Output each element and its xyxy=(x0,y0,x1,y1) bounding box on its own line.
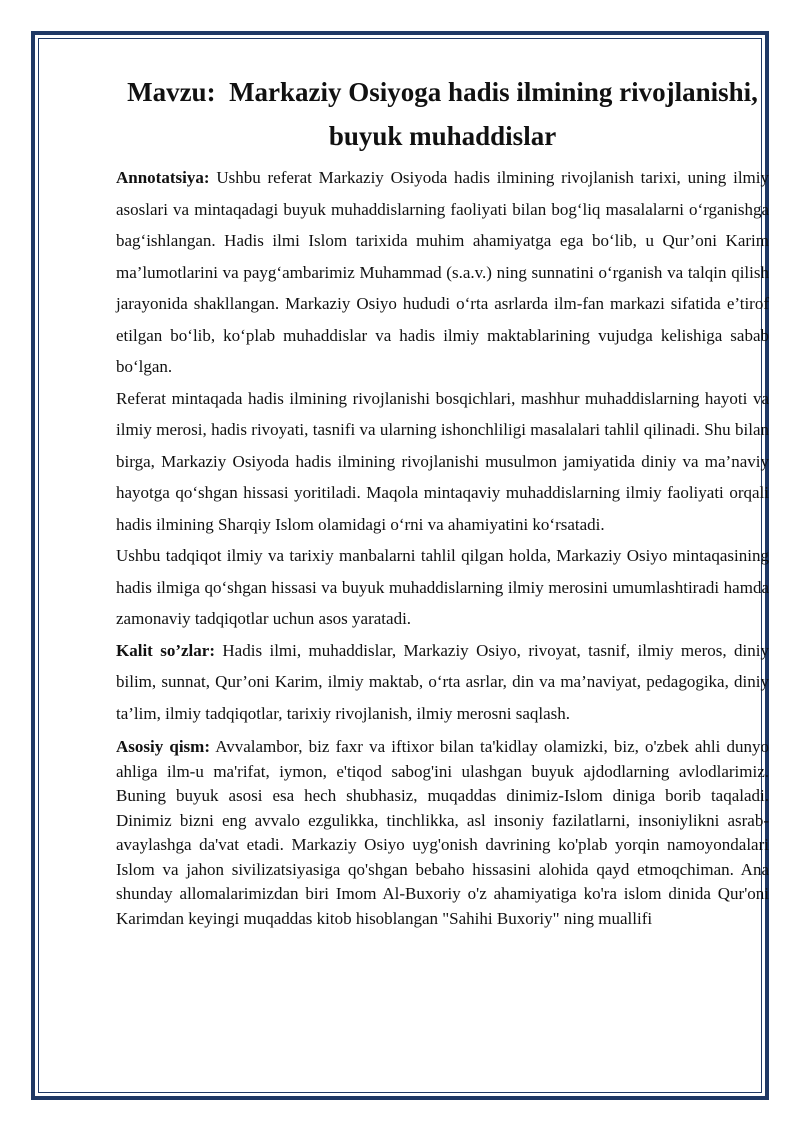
main-paragraph xyxy=(116,735,769,931)
keywords-label: Kalit so’zlar: xyxy=(116,640,215,660)
annotation-paragraph-3 xyxy=(116,540,769,635)
page-title xyxy=(116,70,769,158)
annotation-label: Annotatsiya: xyxy=(116,168,210,187)
keywords-paragraph xyxy=(116,635,769,730)
title-label: Mavzu: xyxy=(127,77,216,107)
annotation-text-2: Referat mintaqada hadis ilmining rivojlanishi bosqichlari, mashhur muhaddislarning hayoti va ilmiy merosi, hadis rivoyati, tasnifi va ularning ishonchliligi masalalari tahlil qilinadi. Shu bilan birga, Markaziy Osiyoda hadis ilmining rivojlanishi musulmon jamiyatida diniy va ma’naviy hayotga qo‘shgan hissasi yoritiladi. Maqola mintaqaviy muhaddislarning ilmiy faoliyati orqali hadis ilmining Sharqiy Islom olamidagi o‘rni va ahamiyatini ko‘rsatadi. xyxy=(116,388,769,534)
annotation-text-1: Ushbu referat Markaziy Osiyoda hadis ilmining rivojlanish tarixi, uning ilmiy asoslari va mintaqadagi buyuk muhaddislarning faoliyati bilan bog‘liq masalalarni o‘rganishga bag‘ishlangan. Hadis ilmi Islom tarixida muhim ahamiyatga ega bo‘lib, u Qur’oni Karim ma’lumotlarini va payg‘ambarimiz Muhammad (s.a.v.) ning sunnatini o‘rganish va talqin qilish jarayonida shakllangan. Markaziy Osiyo hududi o‘rta asrlarda ilm-fan markazi sifatida e’tirof etilgan bo‘lib, ko‘plab muhaddislar va hadis ilmiy maktablarining vujudga kelishiga sabab bo‘lgan. xyxy=(116,168,770,376)
main-label: Asosiy qism: xyxy=(116,737,210,756)
main-text: Avvalambor, biz faxr va iftixor bilan ta'kidlay olamizki, biz, o'zbek ahli dunyo ahliga ilm-u ma'rifat, iymon, e'tiqod sabog'ini ulashgan buyuk ajdodlarning avlodlarimiz. Buning buyuk asosi esa hech shubhasiz, muqaddas dinimiz-Islom diniga borib taqaladi. Dinimiz bizni eng avvalo ezgulikka, tinchlikka, asl insoniy fazilatlarni, insoniylikni asrab-avaylashga da'vat etadi. Markaziy Osiyo uyg'onish davrining ko'plab yorqin namoyondalari Islom va jahon sivilizatsiyasiga qo'shgan bebaho hissasini alohida qayd etmoqchiman. Ana shunday allomalarimizdan biri Imom Al-Buxoriy o'z ahamiyatiga ko'ra islom dinida Qur'oni Karimdan keyingi muqaddas kitob hisoblangan "Sahihi Buxoriy" ning muallifi xyxy=(116,737,770,928)
annotation-text-3: Ushbu tadqiqot ilmiy va tarixiy manbalarni tahlil qilgan holda, Markaziy Osiyo mintaqasining hadis ilmiga qo‘shgan hissasi va buyuk muhaddislarning ilmiy merosini umumlashtiradi hamda zamonaviy tadqiqotlar uchun asos yaratadi. xyxy=(116,546,769,628)
title-text: Markaziy Osiyoga hadis ilmining rivojlanishi, buyuk muhaddislar xyxy=(229,77,758,151)
keywords-text: Hadis ilmi, muhaddislar, Markaziy Osiyo, rivoyat, tasnif, ilmiy meros, diniy bilim, sunnat, Qur’oni Karim, ilmiy maktab, o‘rta asrlar, din va ma’naviyat, pedagogika, diniy ta’lim, ilmiy tadqiqotlar, tarixiy rivojlanish, ilmiy merosni saqlash. xyxy=(116,640,770,723)
annotation-paragraph-2 xyxy=(116,383,769,541)
document-body xyxy=(116,70,769,931)
annotation-paragraph-1 xyxy=(116,162,769,383)
